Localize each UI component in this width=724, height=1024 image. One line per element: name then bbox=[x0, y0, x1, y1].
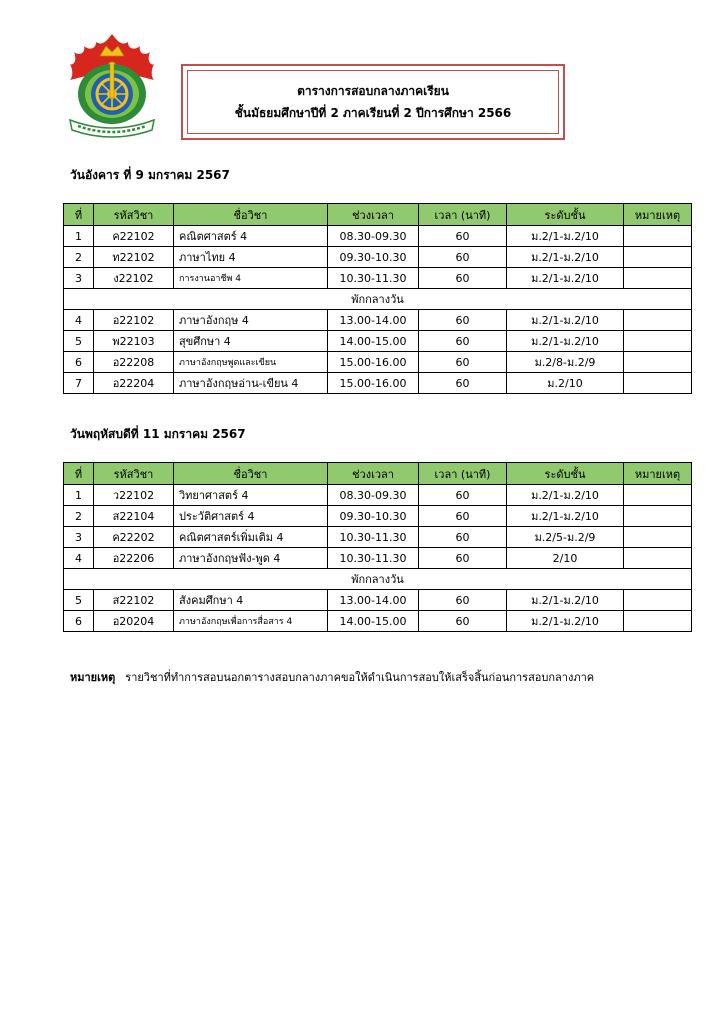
cell-level: ม.2/5-ม.2/9 bbox=[507, 527, 624, 548]
cell-minutes: 60 bbox=[419, 373, 507, 394]
cell-code: ค22202 bbox=[94, 527, 174, 548]
cell-remark bbox=[624, 548, 692, 569]
col-header-minutes: เวลา (นาที) bbox=[419, 204, 507, 226]
cell-level: ม.2/8-ม.2/9 bbox=[507, 352, 624, 373]
cell-minutes: 60 bbox=[419, 352, 507, 373]
table-row bbox=[64, 247, 692, 268]
cell-no: 6 bbox=[64, 352, 94, 373]
page-title: ตารางการสอบกลางภาคเรียน bbox=[297, 84, 449, 98]
cell-remark bbox=[624, 527, 692, 548]
page-subtitle: ชั้นมัธยมศึกษาปีที่ 2 ภาคเรียนที่ 2 ปีการศึกษา 2566 bbox=[234, 106, 512, 120]
cell-remark bbox=[624, 331, 692, 352]
cell-code: ท22102 bbox=[94, 247, 174, 268]
cell-remark bbox=[624, 590, 692, 611]
cell-remark bbox=[624, 352, 692, 373]
cell-time: 13.00-14.00 bbox=[328, 310, 419, 331]
cell-level: ม.2/10 bbox=[507, 373, 624, 394]
cell-minutes: 60 bbox=[419, 506, 507, 527]
lunch-break-row bbox=[64, 569, 692, 590]
day-heading-tuesday: วันอังคาร ที่ 9 มกราคม 2567 bbox=[70, 168, 230, 182]
col-header-name: ชื่อวิชา bbox=[174, 204, 328, 226]
cell-no: 5 bbox=[64, 590, 94, 611]
table-header-row bbox=[64, 204, 692, 226]
cell-name: ประวัติศาสตร์ 4 bbox=[174, 506, 328, 527]
col-header-no: ที่ bbox=[64, 463, 94, 485]
cell-level: ม.2/1-ม.2/10 bbox=[507, 590, 624, 611]
cell-level: 2/10 bbox=[507, 548, 624, 569]
table-row bbox=[64, 373, 692, 394]
cell-remark bbox=[624, 268, 692, 289]
cell-minutes: 60 bbox=[419, 590, 507, 611]
cell-code: ส22102 bbox=[94, 590, 174, 611]
cell-remark bbox=[624, 611, 692, 632]
cell-remark bbox=[624, 226, 692, 247]
cell-code: ว22102 bbox=[94, 485, 174, 506]
day-heading-thursday: วันพฤหัสบดีที่ 11 มกราคม 2567 bbox=[70, 427, 246, 441]
cell-level: ม.2/1-ม.2/10 bbox=[507, 310, 624, 331]
col-header-minutes: เวลา (นาที) bbox=[419, 463, 507, 485]
cell-level: ม.2/1-ม.2/10 bbox=[507, 331, 624, 352]
table-row bbox=[64, 310, 692, 331]
cell-minutes: 60 bbox=[419, 331, 507, 352]
cell-no: 2 bbox=[64, 506, 94, 527]
lunch-break-label: พักกลางวัน bbox=[64, 569, 692, 590]
schedule-table-tuesday bbox=[63, 203, 692, 394]
cell-no: 1 bbox=[64, 485, 94, 506]
cell-code: อ22208 bbox=[94, 352, 174, 373]
cell-name: ภาษาอังกฤษพูดและเขียน bbox=[174, 352, 328, 373]
table-row bbox=[64, 485, 692, 506]
cell-time: 14.00-15.00 bbox=[328, 331, 419, 352]
col-header-time: ช่วงเวลา bbox=[328, 204, 419, 226]
table-row bbox=[64, 548, 692, 569]
cell-minutes: 60 bbox=[419, 310, 507, 331]
cell-minutes: 60 bbox=[419, 485, 507, 506]
cell-no: 1 bbox=[64, 226, 94, 247]
cell-code: อ20204 bbox=[94, 611, 174, 632]
school-emblem-icon bbox=[66, 32, 158, 140]
col-header-level: ระดับชั้น bbox=[507, 463, 624, 485]
cell-time: 14.00-15.00 bbox=[328, 611, 419, 632]
cell-time: 10.30-11.30 bbox=[328, 268, 419, 289]
col-header-remark: หมายเหตุ bbox=[624, 463, 692, 485]
table-row bbox=[64, 506, 692, 527]
table-row bbox=[64, 268, 692, 289]
cell-remark bbox=[624, 506, 692, 527]
footnote bbox=[70, 668, 594, 686]
cell-level: ม.2/1-ม.2/10 bbox=[507, 226, 624, 247]
schedule-table-thursday bbox=[63, 462, 692, 632]
cell-time: 10.30-11.30 bbox=[328, 527, 419, 548]
cell-minutes: 60 bbox=[419, 527, 507, 548]
cell-name: สุขศึกษา 4 bbox=[174, 331, 328, 352]
cell-level: ม.2/1-ม.2/10 bbox=[507, 485, 624, 506]
table-row bbox=[64, 527, 692, 548]
lunch-break-label: พักกลางวัน bbox=[64, 289, 692, 310]
cell-no: 6 bbox=[64, 611, 94, 632]
cell-no: 3 bbox=[64, 527, 94, 548]
cell-code: ง22102 bbox=[94, 268, 174, 289]
col-header-no: ที่ bbox=[64, 204, 94, 226]
cell-name: ภาษาไทย 4 bbox=[174, 247, 328, 268]
cell-name: วิทยาศาสตร์ 4 bbox=[174, 485, 328, 506]
cell-time: 09.30-10.30 bbox=[328, 506, 419, 527]
cell-no: 3 bbox=[64, 268, 94, 289]
cell-level: ม.2/1-ม.2/10 bbox=[507, 506, 624, 527]
cell-level: ม.2/1-ม.2/10 bbox=[507, 268, 624, 289]
col-header-time: ช่วงเวลา bbox=[328, 463, 419, 485]
cell-time: 09.30-10.30 bbox=[328, 247, 419, 268]
cell-time: 08.30-09.30 bbox=[328, 226, 419, 247]
cell-minutes: 60 bbox=[419, 226, 507, 247]
footnote-label: หมายเหตุ bbox=[70, 671, 116, 684]
table-header-row bbox=[64, 463, 692, 485]
cell-no: 7 bbox=[64, 373, 94, 394]
cell-time: 08.30-09.30 bbox=[328, 485, 419, 506]
table-row bbox=[64, 226, 692, 247]
cell-code: ส22104 bbox=[94, 506, 174, 527]
col-header-code: รหัสวิชา bbox=[94, 463, 174, 485]
cell-name: คณิตศาสตร์ 4 bbox=[174, 226, 328, 247]
cell-time: 13.00-14.00 bbox=[328, 590, 419, 611]
cell-remark bbox=[624, 485, 692, 506]
cell-no: 4 bbox=[64, 310, 94, 331]
cell-code: ค22102 bbox=[94, 226, 174, 247]
cell-time: 10.30-11.30 bbox=[328, 548, 419, 569]
lunch-break-row bbox=[64, 289, 692, 310]
title-box bbox=[181, 64, 565, 140]
cell-level: ม.2/1-ม.2/10 bbox=[507, 611, 624, 632]
cell-name: คณิตศาสตร์เพิ่มเติม 4 bbox=[174, 527, 328, 548]
table-row bbox=[64, 611, 692, 632]
footnote-text: รายวิชาที่ทำการสอบนอกตารางสอบกลางภาคขอให้ดำเนินการสอบให้เสร็จสิ้นก่อนการสอบกลางภาค bbox=[125, 671, 595, 684]
cell-name: ภาษาอังกฤษ 4 bbox=[174, 310, 328, 331]
cell-code: อ22102 bbox=[94, 310, 174, 331]
cell-name: การงานอาชีพ 4 bbox=[174, 268, 328, 289]
cell-remark bbox=[624, 373, 692, 394]
cell-code: อ22206 bbox=[94, 548, 174, 569]
col-header-code: รหัสวิชา bbox=[94, 204, 174, 226]
col-header-name: ชื่อวิชา bbox=[174, 463, 328, 485]
cell-name: สังคมศึกษา 4 bbox=[174, 590, 328, 611]
cell-no: 5 bbox=[64, 331, 94, 352]
table-row bbox=[64, 352, 692, 373]
table-row bbox=[64, 590, 692, 611]
cell-minutes: 60 bbox=[419, 268, 507, 289]
col-header-remark: หมายเหตุ bbox=[624, 204, 692, 226]
cell-remark bbox=[624, 310, 692, 331]
cell-minutes: 60 bbox=[419, 247, 507, 268]
col-header-level: ระดับชั้น bbox=[507, 204, 624, 226]
cell-remark bbox=[624, 247, 692, 268]
cell-time: 15.00-16.00 bbox=[328, 373, 419, 394]
cell-name: ภาษาอังกฤษฟัง-พูด 4 bbox=[174, 548, 328, 569]
cell-minutes: 60 bbox=[419, 548, 507, 569]
cell-code: พ22103 bbox=[94, 331, 174, 352]
cell-level: ม.2/1-ม.2/10 bbox=[507, 247, 624, 268]
cell-name: ภาษาอังกฤษอ่าน-เขียน 4 bbox=[174, 373, 328, 394]
cell-minutes: 60 bbox=[419, 611, 507, 632]
cell-time: 15.00-16.00 bbox=[328, 352, 419, 373]
table-row bbox=[64, 331, 692, 352]
cell-code: อ22204 bbox=[94, 373, 174, 394]
cell-no: 2 bbox=[64, 247, 94, 268]
cell-no: 4 bbox=[64, 548, 94, 569]
cell-name: ภาษาอังกฤษเพื่อการสื่อสาร 4 bbox=[174, 611, 328, 632]
